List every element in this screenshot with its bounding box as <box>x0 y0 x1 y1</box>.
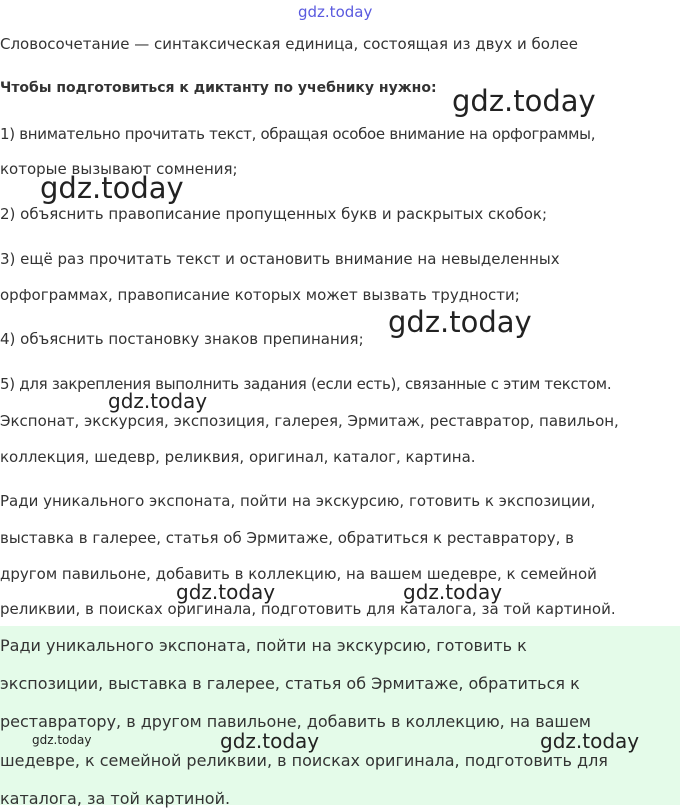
watermark: gdz.today <box>108 389 208 413</box>
phrase-line: реликвии, в поисках оригинала, подготовить для каталога, за той картиной. <box>0 600 616 618</box>
instructions-heading: Чтобы подготовиться к диктанту по учебнику нужно: <box>0 80 437 96</box>
watermark: gdz.today <box>452 84 596 118</box>
answer-line: реставратору, в другом павильоне, добавить в коллекцию, на вашем <box>0 712 591 731</box>
watermark: gdz.today <box>540 729 640 753</box>
answer-line: экспозиции, выставка в галерее, статья об Эрмитаже, обратиться к <box>0 674 580 693</box>
watermark: gdz.today <box>40 171 184 205</box>
watermark: gdz.today <box>176 580 276 604</box>
watermark: gdz.today <box>32 733 92 747</box>
phrase-line: другом павильоне, добавить в коллекцию, на вашем шедевре, к семейной <box>0 565 597 583</box>
watermark: gdz.today <box>388 305 532 339</box>
step-line: которые вызывают сомнения; <box>0 160 238 178</box>
step-line: орфограммах, правописание которых может вызвать трудности; <box>0 286 520 304</box>
step-line: 3) ещё раз прочитать текст и остановить внимание на невыделенных <box>0 250 560 268</box>
phrase-line: Ради уникального экспоната, пойти на экскурсию, готовить к экспозиции, <box>0 492 596 510</box>
word-list-line: Экспонат, экскурсия, экспозиция, галерея, Эрмитаж, реставратор, павильон, <box>0 412 619 430</box>
step-line: 4) объяснить постановку знаков препинания; <box>0 330 364 348</box>
answer-line: Ради уникального экспоната, пойти на экскурсию, готовить к <box>0 636 527 655</box>
phrase-line: выставка в галерее, статья об Эрмитаже, обратиться к реставратору, в <box>0 529 574 547</box>
answer-line: шедевре, к семейной реликвии, в поисках оригинала, подготовить для <box>0 751 608 770</box>
step-line: 5) для закрепления выполнить задания (если есть), связанные с этим текстом. <box>0 375 612 393</box>
word-list-line: коллекция, шедевр, реликвия, оригинал, каталог, картина. <box>0 448 476 466</box>
intro-line: Словосочетание — синтаксическая единица, состоящая из двух и более <box>0 35 578 53</box>
step-line: 1) внимательно прочитать текст, обращая особое внимание на орфограммы, <box>0 125 596 143</box>
step-line: 2) объяснить правописание пропущенных букв и раскрытых скобок; <box>0 205 548 223</box>
watermark: gdz.today <box>403 580 503 604</box>
answer-line: каталога, за той картиной. <box>0 789 231 808</box>
top-watermark: gdz.today <box>298 3 373 21</box>
watermark: gdz.today <box>220 729 320 753</box>
